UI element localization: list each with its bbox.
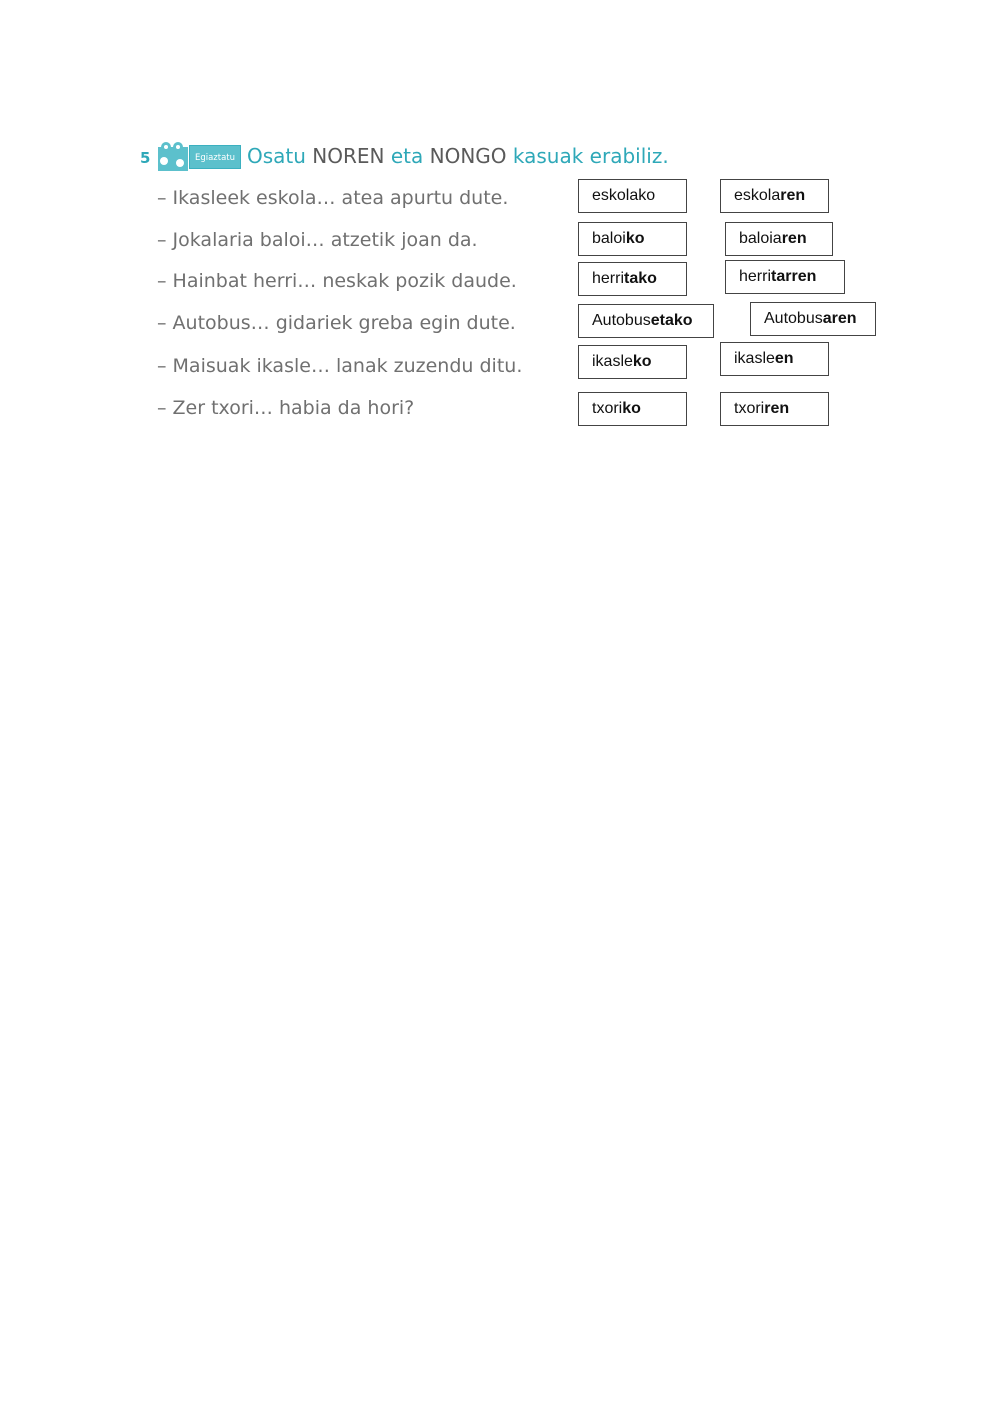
option-suffix: ren xyxy=(764,400,790,417)
exercise-header xyxy=(140,141,700,175)
answer-option[interactable] xyxy=(578,304,714,338)
title-segment: eta xyxy=(384,144,430,168)
title-segment: Osatu xyxy=(247,144,313,168)
check-badge: Egiaztatu xyxy=(189,145,241,169)
exercise-sentence: – Autobus… gidariek greba egin dute. xyxy=(157,312,516,334)
answer-option[interactable] xyxy=(750,302,876,336)
answer-option[interactable] xyxy=(578,262,687,296)
answer-option[interactable] xyxy=(725,260,845,294)
answer-option[interactable] xyxy=(720,179,829,213)
puzzle-icon xyxy=(156,141,190,173)
option-suffix: ko xyxy=(625,230,645,247)
answer-option[interactable] xyxy=(725,222,833,256)
option-suffix: en xyxy=(774,350,794,367)
option-stem: eskolako xyxy=(592,187,656,204)
option-suffix: tarren xyxy=(771,268,817,285)
exercise-sentence: – Zer txori… habia da hori? xyxy=(157,397,415,419)
option-stem: herri xyxy=(592,270,625,287)
option-stem: ikasle xyxy=(592,353,633,370)
option-stem: txori xyxy=(734,400,765,417)
option-stem: eskola xyxy=(734,187,781,204)
exercise-sentence: – Ikasleek eskola… atea apurtu dute. xyxy=(157,187,509,209)
option-stem: Autobus xyxy=(764,310,823,327)
option-stem: txori xyxy=(592,400,623,417)
exercise-title xyxy=(247,144,669,168)
answer-option[interactable] xyxy=(578,179,687,213)
option-suffix: aren xyxy=(822,310,857,327)
title-segment: kasuak erabiliz. xyxy=(506,144,669,168)
exercise-sentence: – Jokalaria baloi… atzetik joan da. xyxy=(157,229,478,251)
option-stem: herri xyxy=(739,268,772,285)
option-suffix: ren xyxy=(781,230,807,247)
answer-option[interactable] xyxy=(578,392,687,426)
answer-option[interactable] xyxy=(578,222,687,256)
exercise-sentence: – Hainbat herri… neskak pozik daude. xyxy=(157,270,517,292)
option-suffix: ren xyxy=(780,187,806,204)
answer-option[interactable] xyxy=(578,345,687,379)
exercise-number: 5 xyxy=(140,149,151,167)
option-stem: baloia xyxy=(739,230,782,247)
title-segment: NOREN xyxy=(312,144,385,168)
exercise-sentence: – Maisuak ikasle… lanak zuzendu ditu. xyxy=(157,355,523,377)
option-stem: ikasle xyxy=(734,350,775,367)
option-suffix: ko xyxy=(632,353,652,370)
answer-option[interactable] xyxy=(720,392,829,426)
option-suffix: etako xyxy=(650,312,693,329)
answer-option[interactable] xyxy=(720,342,829,376)
option-stem: Autobus xyxy=(592,312,651,329)
option-stem: baloi xyxy=(592,230,626,247)
option-suffix: ko xyxy=(622,400,641,417)
title-segment: NONGO xyxy=(429,144,507,168)
option-suffix: tako xyxy=(624,270,657,287)
